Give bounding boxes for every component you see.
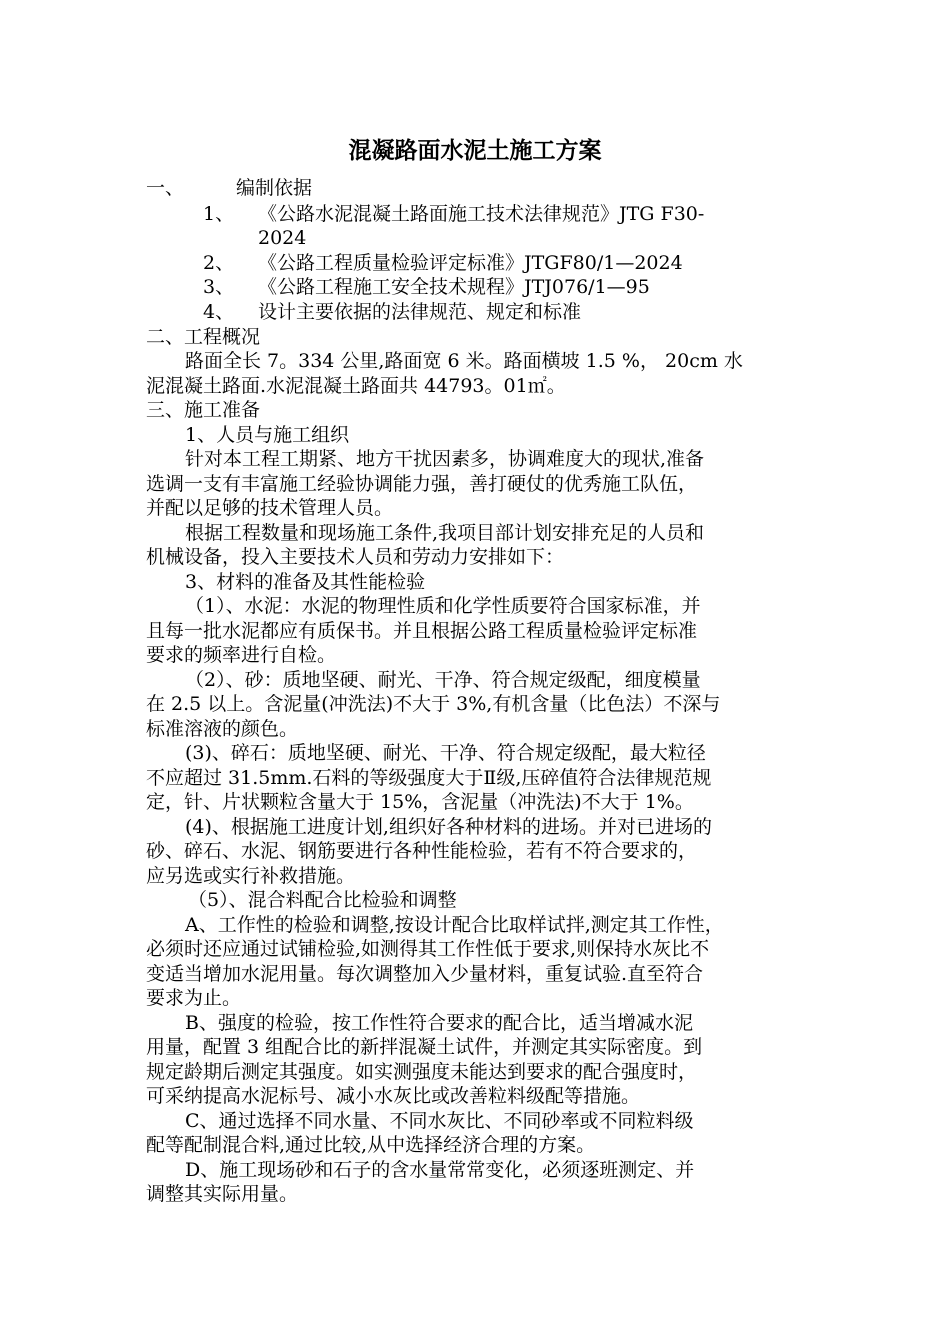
item-a-line-1: A、工作性的检验和调整,按设计配合比取样试拌,测定其工作性， (185, 914, 724, 936)
cement-line-2: 且每一批水泥都应有质保书。并且根据公路工程质量检验评定标准 (146, 620, 698, 642)
basis-item-3-text: 《公路工程施工安全技术规程》JTJ076/1—95 (258, 276, 650, 298)
item-b-line-2: 用量，配置 3 组配合比的新拌混凝土试件，并测定其实际密度。到 (146, 1036, 703, 1058)
basis-item-1-text: 《公路水泥混凝土路面施工技术法律规范》JTG F30- (258, 203, 705, 225)
overview-line-1: 路面全长 7。334 公里,路面宽 6 米。路面横坡 1.5 %， 20cm 水 (185, 350, 743, 372)
basis-item-3-number: 3、 (203, 276, 235, 298)
item-a-line-3: 变适当增加水泥用量。每次调整加入少量材料，重复试验.直至符合 (146, 963, 704, 985)
staff-para-2-line-1: 根据工程数量和现场施工条件,我项目部计划安排充足的人员和 (185, 522, 705, 544)
item-b-line-3: 规定龄期后测定其强度。如实测强度未能达到要求的配合强度时， (146, 1061, 698, 1083)
basis-item-2-number: 2、 (203, 252, 235, 274)
staff-para-1-line-1: 针对本工程工期紧、地方干扰因素多，协调难度大的现状,准备 (185, 448, 705, 470)
item-a-line-2: 必须时还应通过试铺检验,如测得其工作性低于要求,则保持水灰比不 (146, 938, 710, 960)
gravel-line-1: (3)、碎石：质地坚硬、耐光、干净、符合规定级配，最大粒径 (185, 742, 706, 764)
item-a-line-4: 要求为止。 (146, 987, 242, 1009)
sand-line-1: （2）、砂：质地坚硬、耐光、干净、符合规定级配，细度模量 (185, 669, 701, 691)
item-b-line-4: 可采纳提高水泥标号、减小水灰比或改善粒料级配等措施。 (146, 1085, 641, 1107)
staff-para-2-line-2: 机械设备，投入主要技术人员和劳动力安排如下： (146, 546, 565, 568)
item-d-line-1: D、施工现场砂和石子的含水量常常变化，必须逐班测定、并 (185, 1159, 695, 1181)
gravel-line-3: 定，针、片状颗粒含量大于 15%，含泥量（冲洗法)不大于 1%。 (146, 791, 694, 813)
section-heading-1-text: 编制依据 (236, 177, 313, 199)
cement-line-3: 要求的频率进行自检。 (146, 644, 337, 666)
item-c-line-1: C、通过选择不同水量、不同水灰比、不同砂率或不同粒料级 (185, 1110, 694, 1132)
basis-item-1-continuation: 2024 (258, 227, 307, 249)
item-d-line-2: 调整其实际用量。 (146, 1183, 299, 1205)
basis-item-4-text: 设计主要依据的法律规范、规定和标准 (258, 301, 582, 323)
gravel-line-2: 不应超过 31.5mm.石料的等级强度大于Ⅱ级,压碎值符合法律规范规 (146, 767, 712, 789)
section-heading-1-number: 一、 (146, 177, 185, 199)
subheading-materials: 3、材料的准备及其性能检验 (185, 571, 426, 593)
subheading-staff: 1、人员与施工组织 (185, 424, 350, 446)
materials-arrival-line-2: 砂、碎石、水泥、钢筋要进行各种性能检验，若有不符合要求的， (146, 840, 698, 862)
staff-para-1-line-2: 选调一支有丰富施工经验协调能力强，善打硬仗的优秀施工队伍， (146, 473, 698, 495)
materials-arrival-line-3: 应另选或实行补救措施。 (146, 865, 356, 887)
materials-arrival-line-1: (4)、根据施工进度计划,组织好各种材料的进场。并对已进场的 (185, 816, 712, 838)
subheading-mix-ratio: （5）、混合料配合比检验和调整 (188, 889, 457, 911)
staff-para-1-line-3: 并配以足够的技术管理人员。 (146, 497, 394, 519)
basis-item-1-number: 1、 (203, 203, 235, 225)
section-heading-3: 三、施工准备 (146, 399, 261, 421)
item-b-line-1: B、强度的检验，按工作性符合要求的配合比，适当增减水泥 (185, 1012, 693, 1034)
section-heading-2: 二、工程概况 (146, 326, 261, 348)
sand-line-3: 标准溶液的颜色。 (146, 718, 299, 740)
basis-item-2-text: 《公路工程质量检验评定标准》JTGF80/1—2024 (258, 252, 683, 274)
sand-line-2: 在 2.5 以上。含泥量(冲洗法)不大于 3%,有机含量（比色法）不深与 (146, 693, 721, 715)
cement-line-1: （1）、水泥：水泥的物理性质和化学性质要符合国家标准，并 (185, 595, 701, 617)
overview-line-2: 泥混凝土路面.水泥混凝土路面共 44793。01㎡。 (146, 375, 566, 397)
basis-item-4-number: 4、 (203, 301, 235, 323)
item-c-line-2: 配等配制混合料,通过比较,从中选择经济合理的方案。 (146, 1134, 596, 1156)
document-title: 混凝路面水泥土施工方案 (348, 138, 602, 164)
